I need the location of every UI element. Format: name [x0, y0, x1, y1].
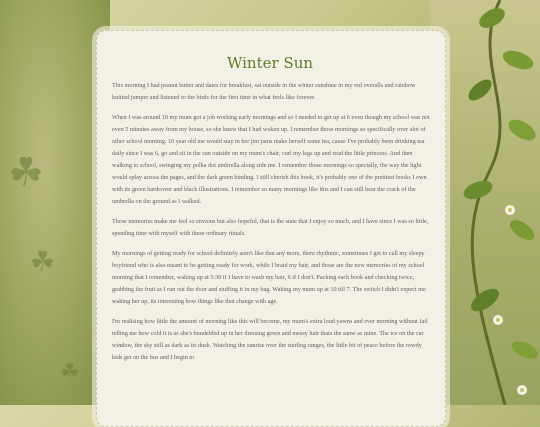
paragraph: When I was around 10 my mum got a job working early mornings and so I needed to get up at 6 even though my school was not even 5 minutes away from my house, so she knew that I had woken up. I remember those mornings so specifically over alot of other school morning. 10 year old me would stay in her jim jams make herself some tea, cause I've probably been drinking tea daily since I was 6, go and sit in the sun outside on my mum's chair, curl my legs up and read the little princess. And then walking to school, swinging my polka dot umbrella along side me. I remember those mornings so specially, the way the light would splay across the pages, and the dark green binding. I still cherish this book, it's probably one of the prettiest books I own with its green hardcover and black illustrations. I remember so many mornings like this and I can still hear the crack of the umbrella on the ground as I walked. [112, 114, 430, 205]
post-title: Winter Sun [226, 54, 314, 72]
background-left-panel [0, 0, 110, 405]
paragraph: These memories make me feel so envious but also hopeful, that is the state that I enjoy so much, and I have since I was so little, spending time with myself with these ordinary rituals. [112, 218, 429, 237]
paragraph: My mornings of getting ready for school definitely aren't like that any more, there rhythmic, sometimes I get to call my sleepy boyfriend who is also meant to be getting ready for work, while I braid my hair, and those are the new memories of my school morning that I remember, waking up at 5:30 if I have to wash my hair, 6 if I don't. Packing each book and checking twice, grabbing the fruit as I run out the door and stuffing it in my bag. Waking my mum up at 10 till 7. The switch I didn't expect me waking her up, its interesting how things like that change with age. [112, 250, 426, 305]
shamrock-icon: ☘ [8, 150, 44, 196]
paragraph: This morning I had peanut butter and dates for breakfast, sat outside in the winter sunshine in my red overalls and rainbow knitted jumper and listened to the birds for the first time in what feels like forever. [112, 82, 416, 101]
post-body [112, 80, 430, 372]
paragraph: I'm realising how little the amount of morning like this will become, my mum's extra loud yawns and ever morning without fail telling me how cold it is as she's bundelded up in her dressing gown and messy hair thats the same as mine. The ice on the car window, the sky still as dark as its dusk. Watching the sunrise over the sterling ranges, the little bit of peace before the rowdy kids get on the bus and I begin to [112, 318, 428, 361]
vine-decoration [430, 0, 540, 405]
shamrock-icon: ☘ [60, 360, 80, 385]
shamrock-icon: ☘ [30, 245, 56, 278]
